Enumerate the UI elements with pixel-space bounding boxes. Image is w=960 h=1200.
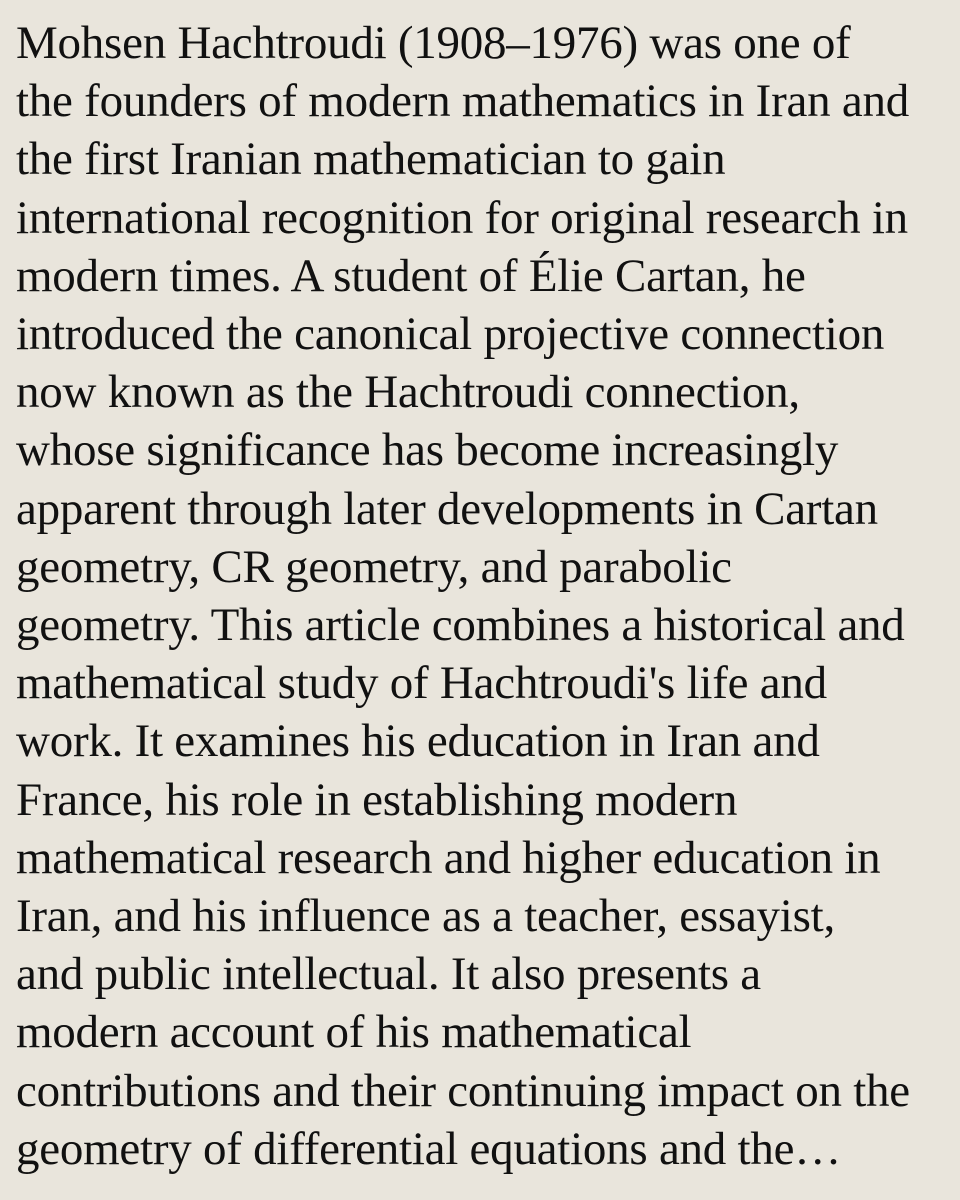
abstract-line-15: mathematical research and higher education in — [16, 831, 881, 884]
abstract-line-20: geometry of differential equations and the… — [16, 1122, 841, 1175]
abstract-line-4: international recognition for original research in — [16, 191, 908, 244]
abstract-line-5: modern times. A student of Élie Cartan, he — [16, 249, 806, 302]
abstract-line-8: whose significance has become increasingly — [16, 424, 839, 477]
abstract-line-12: mathematical study of Hachtroudi's life and — [16, 657, 827, 710]
abstract-text — [16, 14, 951, 1178]
abstract-line-7: now known as the Hachtroudi connection, — [16, 366, 800, 419]
abstract-line-2: the founders of modern mathematics in Iran and — [16, 75, 909, 128]
abstract-line-3: the first Iranian mathematician to gain — [16, 133, 726, 186]
abstract-line-16: Iran, and his influence as a teacher, essayist, — [16, 890, 835, 943]
abstract-line-14: France, his role in establishing modern — [16, 773, 738, 826]
abstract-line-18: modern account of his mathematical — [16, 1006, 692, 1059]
abstract-line-1: Mohsen Hachtroudi (1908–1976) was one of — [16, 17, 851, 69]
abstract-line-17: and public intellectual. It also presents a — [16, 948, 761, 1001]
abstract-line-6: introduced the canonical projective connection — [16, 308, 885, 361]
abstract-line-9: apparent through later developments in Cartan — [16, 482, 878, 535]
abstract-line-11: geometry. This article combines a historical and — [16, 599, 905, 652]
abstract-line-13: work. It examines his education in Iran and — [16, 715, 820, 768]
abstract-line-19: contributions and their continuing impact on the — [16, 1064, 910, 1117]
abstract-line-10: geometry, CR geometry, and parabolic — [16, 540, 732, 593]
